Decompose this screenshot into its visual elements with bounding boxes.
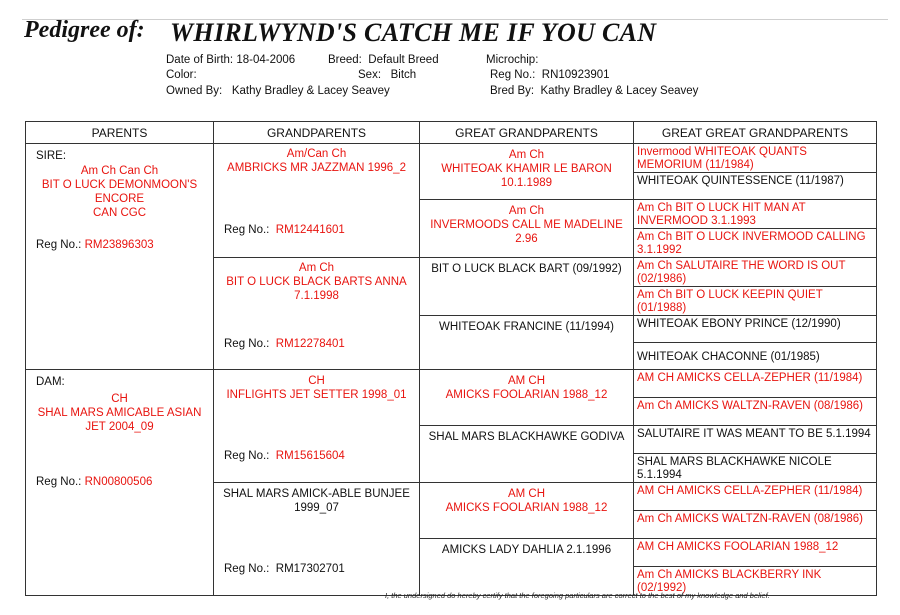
color-label: Color: [166, 69, 197, 81]
great-grandparent-name: SHAL MARS BLACKHAWKE GODIVA [428, 431, 625, 443]
col-header-great-great-grandparents: GREAT GREAT GRANDPARENTS [634, 122, 877, 144]
grandparent-name: CH INFLIGHTS JET SETTER 1998_01 [226, 375, 407, 401]
ggp-cell: Am Ch AMICKS WALTZN-RAVEN (08/1986) [634, 511, 877, 539]
regno-value: RN10923901 [541, 69, 610, 81]
great-grandparent-name: AMICKS LADY DAHLIA 2.1.1996 [441, 544, 612, 556]
great-grandparent-cell [420, 483, 634, 539]
grandparent-reg: Reg No.: RM12441601 [224, 224, 345, 236]
grandparent-reg: Reg No.: RM15615604 [224, 450, 345, 462]
great-grandparent-cell [420, 200, 634, 258]
ggp-cell: SALUTAIRE IT WAS MEANT TO BE 5.1.1994 [634, 426, 877, 454]
owned-value: Kathy Bradley & Lacey Seavey [231, 85, 390, 97]
grandparent-name: Am Ch BIT O LUCK BLACK BARTS ANNA 7.1.1998 [226, 262, 407, 302]
sire-cell [26, 144, 214, 370]
breed-value: Default Breed [368, 54, 439, 66]
ggp-cell: SHAL MARS BLACKHAWKE NICOLE 5.1.1994 [634, 454, 877, 483]
ggp-cell: Am Ch BIT O LUCK INVERMOOD CALLING 3.1.1992 [634, 229, 877, 258]
great-grandparent-cell [420, 144, 634, 200]
pedigree-title-label: Pedigree of: [24, 17, 145, 43]
great-grandparent-cell [420, 316, 634, 370]
grandparent-name: Am/Can Ch AMBRICKS MR JAZZMAN 1996_2 [227, 148, 406, 174]
sire-label: SIRE: [36, 150, 67, 162]
ggp-cell: WHITEOAK EBONY PRINCE (12/1990) [634, 316, 877, 343]
great-grandparent-name: Am Ch INVERMOODS CALL ME MADELINE 2.96 [430, 205, 623, 245]
ggp-cell: AM CH AMICKS CELLA-ZEPHER (11/1984) [634, 370, 877, 398]
sire-reg: Reg No.: RM23896303 [36, 239, 154, 251]
great-grandparent-name: WHITEOAK FRANCINE (11/1994) [439, 321, 614, 333]
ggp-cell: Invermood WHITEOAK QUANTS MEMORIUM (11/1984) [634, 144, 877, 173]
bred-line: Bred By: Kathy Bradley & Lacey Seavey [490, 85, 699, 97]
grandparent-cell [214, 370, 420, 483]
dam-label: DAM: [36, 376, 65, 388]
ggp-cell: AM CH AMICKS FOOLARIAN 1988_12 [634, 539, 877, 567]
great-grandparent-name: AM CH AMICKS FOOLARIAN 1988_12 [445, 488, 608, 514]
grandparent-reg: Reg No.: RM12278401 [224, 338, 345, 350]
ggp-cell: Am Ch AMICKS WALTZN-RAVEN (08/1986) [634, 398, 877, 426]
certification-text: I, the undersigned do hereby certify that the foregoing particulars are correct to the best of my knowledge and belief. [385, 591, 770, 600]
ggp-cell: AM CH AMICKS CELLA-ZEPHER (11/1984) [634, 483, 877, 511]
great-grandparent-cell [420, 258, 634, 316]
dam-reg: Reg No.: RN00800506 [36, 476, 153, 488]
great-grandparent-cell [420, 539, 634, 596]
sex-value: Bitch [390, 69, 417, 81]
great-grandparent-cell [420, 426, 634, 483]
grandparent-reg: Reg No.: RM17302701 [224, 563, 345, 575]
dam-cell [26, 370, 214, 596]
dob-value: 18-04-2006 [236, 54, 296, 66]
owned-line: Owned By: Kathy Bradley & Lacey Seavey [166, 85, 390, 97]
grandparent-cell [214, 483, 420, 596]
microchip-label: Microchip: [486, 54, 539, 66]
col-header-grandparents: GRANDPARENTS [214, 122, 420, 144]
ggp-cell: Am Ch BIT O LUCK KEEPIN QUIET (01/1988) [634, 287, 877, 316]
grandparent-name: SHAL MARS AMICK-ABLE BUNJEE 1999_07 [223, 488, 410, 514]
sex-line: Sex: Bitch [358, 69, 417, 81]
bred-value: Kathy Bradley & Lacey Seavey [540, 85, 699, 97]
dob-line: Date of Birth: 18-04-2006 [166, 54, 296, 66]
great-grandparent-name: AM CH AMICKS FOOLARIAN 1988_12 [445, 375, 608, 401]
grandparent-cell [214, 258, 420, 370]
great-grandparent-name: BIT O LUCK BLACK BART (09/1992) [431, 263, 622, 275]
ggp-cell: Am Ch BIT O LUCK HIT MAN AT INVERMOOD 3.1.1993 [634, 200, 877, 229]
great-grandparent-cell [420, 370, 634, 426]
pedigree-table [25, 121, 877, 596]
breed-line: Breed: Default Breed [328, 54, 439, 66]
ggp-cell: Am Ch SALUTAIRE THE WORD IS OUT (02/1986) [634, 258, 877, 287]
ggp-cell: Am Ch AMICKS BLACKBERRY INK (02/1992) [634, 567, 877, 596]
col-header-great-grandparents: GREAT GRANDPARENTS [420, 122, 634, 144]
sire-name: Am Ch Can Ch BIT O LUCK DEMONMOON'S ENCORE CAN CGC [41, 165, 198, 219]
dog-name: WHIRLWYND'S CATCH ME IF YOU CAN [170, 18, 657, 47]
col-header-parents: PARENTS [26, 122, 214, 144]
dam-name: CH SHAL MARS AMICABLE ASIAN JET 2004_09 [37, 393, 202, 433]
ggp-cell: WHITEOAK QUINTESSENCE (11/1987) [634, 173, 877, 200]
grandparent-cell [214, 144, 420, 258]
ggp-cell: WHITEOAK CHACONNE (01/1985) [634, 343, 877, 370]
great-grandparent-name: Am Ch WHITEOAK KHAMIR LE BARON 10.1.1989 [441, 149, 612, 189]
regno-line: Reg No.: RN10923901 [490, 69, 610, 81]
